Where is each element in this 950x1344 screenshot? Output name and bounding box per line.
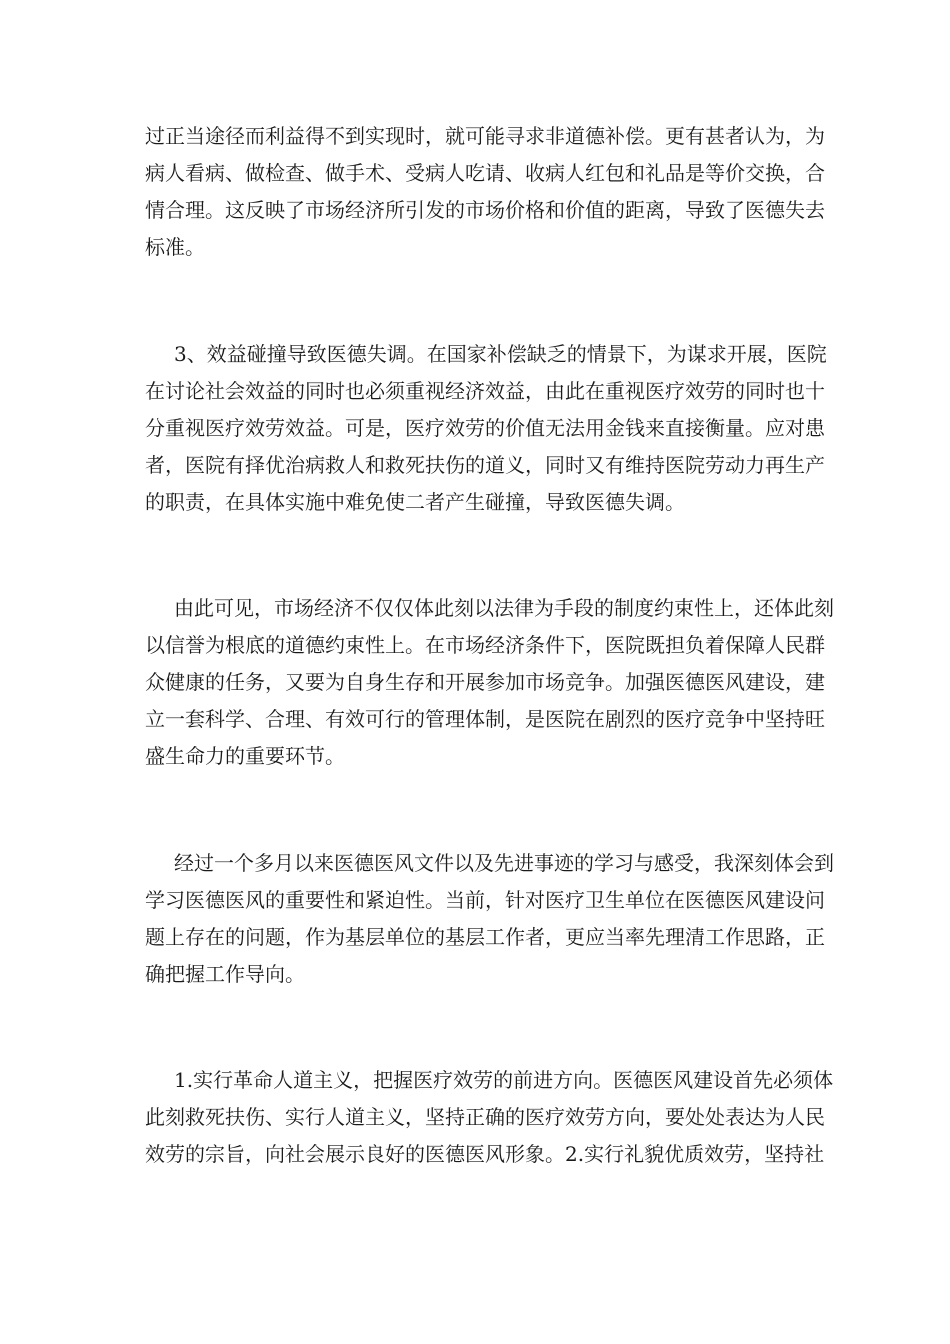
text-line: 盛生命力的重要环节。 bbox=[145, 744, 345, 768]
paragraph-benefit-conflict bbox=[145, 336, 827, 521]
text-line: 学习医德医风的重要性和紧迫性。当前，针对医疗卫生单位在医德医风建设问 bbox=[145, 888, 825, 912]
text-line: 的职责，在具体实施中难免使二者产生碰撞，导致医德失调。 bbox=[145, 490, 685, 514]
text-line: 者，医院有择优治病救人和救死扶伤的道义，同时又有维持医院劳动力再生产 bbox=[145, 453, 825, 477]
text-line: 1.实行革命人道主义，把握医疗效劳的前进方向。医德医风建设首先必须体 bbox=[174, 1068, 834, 1092]
text-line: 在讨论社会效益的同时也必须重视经济效益，由此在重视医疗效劳的同时也十 bbox=[145, 379, 825, 403]
paragraph-study-reflection bbox=[145, 845, 834, 993]
text-line: 此刻救死扶伤、实行人道主义，坚持正确的医疗效劳方向，要处处表达为人民 bbox=[145, 1105, 825, 1129]
text-line: 立一套科学、合理、有效可行的管理体制，是医院在剧烈的医疗竞争中坚持旺 bbox=[145, 707, 825, 731]
text-line: 以信誉为根底的道德约束性上。在市场经济条件下，医院既担负着保障人民群 bbox=[145, 633, 825, 657]
text-line: 3、效益碰撞导致医德失调。在国家补偿缺乏的情景下，为谋求开展，医院 bbox=[174, 342, 827, 366]
paragraph-conclusion bbox=[145, 590, 834, 775]
text-line: 由此可见，市场经济不仅仅体此刻以法律为手段的制度约束性上，还体此刻 bbox=[174, 596, 834, 620]
text-line: 效劳的宗旨，向社会展示良好的医德医风形象。2.实行礼貌优质效劳，坚持社 bbox=[145, 1142, 825, 1166]
text-line: 题上存在的问题，作为基层单位的基层工作者，更应当率先理清工作思路，正 bbox=[145, 925, 825, 949]
text-line: 众健康的任务，又要为自身生存和开展参加市场竞争。加强医德医风建设，建 bbox=[145, 670, 825, 694]
paragraph-numbered-points bbox=[145, 1062, 834, 1173]
text-line: 确把握工作导向。 bbox=[145, 962, 305, 986]
text-line: 过正当途径而利益得不到实现时，就可能寻求非道德补偿。更有甚者认为，为 bbox=[145, 124, 825, 148]
text-line: 标准。 bbox=[145, 235, 205, 259]
text-line: 分重视医疗效劳效益。可是，医疗效劳的价值无法用金钱来直接衡量。应对患 bbox=[145, 416, 825, 440]
text-line: 情合理。这反映了市场经济所引发的市场价格和价值的距离，导致了医德失去 bbox=[145, 198, 825, 222]
paragraph-continuation bbox=[145, 118, 825, 266]
text-line: 经过一个多月以来医德医风文件以及先进事迹的学习与感受，我深刻体会到 bbox=[174, 851, 834, 875]
text-line: 病人看病、做检查、做手术、受病人吃请、收病人红包和礼品是等价交换，合 bbox=[145, 161, 825, 185]
